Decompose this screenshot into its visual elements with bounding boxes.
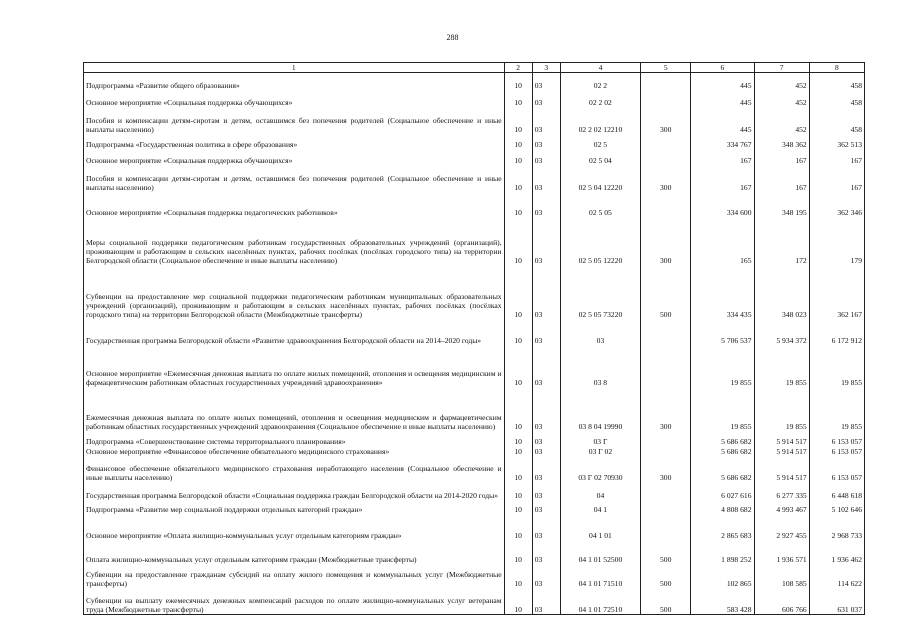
- table-row: [84, 564, 865, 588]
- row-section: 10: [504, 564, 532, 588]
- row-amount-col6: 19 855: [691, 345, 754, 387]
- row-name: Субвенции на предоставление гражданам субсидий на оплату жилого помещения и коммунальных услуг (Межбюджетные трансферты): [84, 564, 505, 588]
- row-target-code: 04: [560, 482, 640, 500]
- row-amount-col8: 458: [809, 73, 864, 90]
- row-section: 10: [504, 149, 532, 165]
- row-subsection: 03: [532, 149, 560, 165]
- table-row: [84, 149, 865, 165]
- row-amount-col8: 458: [809, 90, 864, 107]
- row-name: Государственная программа Белгородской области «Социальная поддержка граждан Белгородской области на 2014-2020 годы»: [84, 482, 505, 500]
- row-subsection: 03: [532, 107, 560, 134]
- row-amount-col6: 334 435: [691, 265, 754, 319]
- row-target-code: 03 8 04 19990: [560, 387, 640, 431]
- table-row: [84, 387, 865, 431]
- row-subsection: 03: [532, 514, 560, 540]
- row-expense-type: [641, 514, 691, 540]
- header-col-8: 8: [809, 63, 864, 73]
- row-section: 10: [504, 446, 532, 456]
- row-expense-type: 500: [641, 564, 691, 588]
- row-amount-col7: 4 993 467: [754, 500, 809, 514]
- header-col-5: 5: [641, 63, 691, 73]
- row-expense-type: 300: [641, 217, 691, 265]
- row-amount-col6: 167: [691, 149, 754, 165]
- row-name: Оплата жилищно-коммунальных услуг отдельным категориям граждан (Межбюджетные трансферты): [84, 540, 505, 564]
- row-name: Основное мероприятие «Ежемесячная денежная выплата по оплате жилых помещений, отопления и освещения медицинским и фармацевтическим работникам областных государственных учреждений здравоохранения»: [84, 345, 505, 387]
- row-amount-col6: 334 600: [691, 192, 754, 217]
- row-subsection: 03: [532, 456, 560, 482]
- row-expense-type: [641, 134, 691, 149]
- row-amount-col8: 631 037: [809, 588, 864, 615]
- row-amount-col7: 1 936 571: [754, 540, 809, 564]
- row-amount-col6: 5 686 682: [691, 446, 754, 456]
- row-amount-col6: 445: [691, 107, 754, 134]
- row-name: Пособия и компенсации детям-сиротам и детям, оставшимся без попечения родителей (Социальное обеспечение и иные выплаты населению): [84, 107, 505, 134]
- row-amount-col8: 167: [809, 165, 864, 192]
- row-name: Субвенции на предоставление мер социальной поддержки педагогическим работникам муниципальных образовательных учреждений (организаций), проживающим и работающим в сельских населённых пунктах, рабочих посёлках (посёлках городского типа) на территории Белгородской области (Межбюджетные трансферты): [84, 265, 505, 319]
- row-amount-col7: 452: [754, 73, 809, 90]
- row-amount-col8: 6 448 618: [809, 482, 864, 500]
- row-name: Основное мероприятие «Социальная поддержка обучающихся»: [84, 90, 505, 107]
- row-expense-type: [641, 319, 691, 345]
- table-row: [84, 345, 865, 387]
- row-section: 10: [504, 73, 532, 90]
- row-target-code: 04 1: [560, 500, 640, 514]
- row-amount-col8: 6 172 912: [809, 319, 864, 345]
- row-subsection: 03: [532, 265, 560, 319]
- row-target-code: 02 5 05 12220: [560, 217, 640, 265]
- table-row: [84, 540, 865, 564]
- row-expense-type: [641, 345, 691, 387]
- header-col-6: 6: [691, 63, 754, 73]
- row-subsection: 03: [532, 319, 560, 345]
- row-subsection: 03: [532, 165, 560, 192]
- row-subsection: 03: [532, 387, 560, 431]
- row-amount-col6: 1 898 252: [691, 540, 754, 564]
- row-name: Основное мероприятие «Финансовое обеспечение обязательного медицинского страхования»: [84, 446, 505, 456]
- row-target-code: 03 Г 02: [560, 446, 640, 456]
- row-section: 10: [504, 431, 532, 446]
- row-target-code: 02 2 02: [560, 90, 640, 107]
- table-row: [84, 165, 865, 192]
- row-target-code: 02 5: [560, 134, 640, 149]
- row-section: 10: [504, 217, 532, 265]
- row-amount-col6: 2 865 683: [691, 514, 754, 540]
- row-section: 10: [504, 90, 532, 107]
- row-name: Подпрограмма «Развитие мер социальной поддержки отдельных категорий граждан»: [84, 500, 505, 514]
- row-target-code: 02 5 05: [560, 192, 640, 217]
- row-amount-col6: 165: [691, 217, 754, 265]
- table-row: [84, 500, 865, 514]
- row-amount-col8: 114 622: [809, 564, 864, 588]
- row-amount-col8: 19 855: [809, 345, 864, 387]
- row-amount-col6: 445: [691, 73, 754, 90]
- row-amount-col6: 4 808 682: [691, 500, 754, 514]
- row-section: 10: [504, 319, 532, 345]
- row-amount-col8: 19 855: [809, 387, 864, 431]
- header-col-2: 2: [504, 63, 532, 73]
- table-row: [84, 217, 865, 265]
- row-amount-col7: 606 766: [754, 588, 809, 615]
- row-section: 10: [504, 192, 532, 217]
- row-expense-type: 300: [641, 387, 691, 431]
- row-expense-type: [641, 73, 691, 90]
- row-amount-col7: 452: [754, 90, 809, 107]
- row-amount-col6: 6 027 616: [691, 482, 754, 500]
- row-amount-col6: 102 865: [691, 564, 754, 588]
- row-amount-col8: 458: [809, 107, 864, 134]
- row-amount-col7: 348 023: [754, 265, 809, 319]
- row-amount-col8: 362 167: [809, 265, 864, 319]
- row-amount-col7: 6 277 335: [754, 482, 809, 500]
- row-amount-col7: 19 855: [754, 387, 809, 431]
- row-subsection: 03: [532, 217, 560, 265]
- row-section: 10: [504, 540, 532, 564]
- row-subsection: 03: [532, 73, 560, 90]
- row-subsection: 03: [532, 588, 560, 615]
- row-subsection: 03: [532, 564, 560, 588]
- row-amount-col8: 6 153 057: [809, 456, 864, 482]
- row-amount-col7: 5 914 517: [754, 431, 809, 446]
- table-row: [84, 514, 865, 540]
- row-amount-col8: 5 102 646: [809, 500, 864, 514]
- row-amount-col6: 334 767: [691, 134, 754, 149]
- budget-table: [83, 62, 865, 615]
- row-amount-col8: 179: [809, 217, 864, 265]
- row-section: 10: [504, 134, 532, 149]
- row-expense-type: [641, 192, 691, 217]
- table-row: [84, 107, 865, 134]
- row-amount-col7: 348 362: [754, 134, 809, 149]
- row-subsection: 03: [532, 345, 560, 387]
- row-subsection: 03: [532, 90, 560, 107]
- page-number: 288: [446, 33, 459, 42]
- row-expense-type: [641, 500, 691, 514]
- row-target-code: 04 1 01: [560, 514, 640, 540]
- row-amount-col8: 6 153 057: [809, 431, 864, 446]
- row-section: 10: [504, 107, 532, 134]
- table-row: [84, 73, 865, 90]
- row-amount-col8: 167: [809, 149, 864, 165]
- row-subsection: 03: [532, 500, 560, 514]
- row-section: 10: [504, 514, 532, 540]
- row-target-code: 03 Г 02 70930: [560, 456, 640, 482]
- row-name: Пособия и компенсации детям-сиротам и детям, оставшимся без попечения родителей (Социальное обеспечение и иные выплаты населению): [84, 165, 505, 192]
- row-expense-type: 300: [641, 107, 691, 134]
- row-section: 10: [504, 456, 532, 482]
- row-expense-type: [641, 90, 691, 107]
- row-name: Меры социальной поддержки педагогическим работникам государственных образовательных учреждений (организаций), проживающим и работающим в сельских населённых пунктах, рабочих посёлках (посёлках городского типа) на территории Белгородской области (Социальное обеспечение и иные выплаты населению): [84, 217, 505, 265]
- row-amount-col8: 362 513: [809, 134, 864, 149]
- row-amount-col7: 108 585: [754, 564, 809, 588]
- row-amount-col8: 6 153 057: [809, 446, 864, 456]
- row-amount-col7: 5 914 517: [754, 456, 809, 482]
- row-target-code: 04 1 01 72510: [560, 588, 640, 615]
- row-section: 10: [504, 345, 532, 387]
- row-target-code: 02 2: [560, 73, 640, 90]
- row-amount-col6: 5 706 537: [691, 319, 754, 345]
- row-amount-col8: 2 968 733: [809, 514, 864, 540]
- row-expense-type: 300: [641, 165, 691, 192]
- row-amount-col7: 348 195: [754, 192, 809, 217]
- row-section: 10: [504, 387, 532, 431]
- row-target-code: 02 5 04: [560, 149, 640, 165]
- table-row: [84, 265, 865, 319]
- row-name: Финансовое обеспечение обязательного медицинского страхования неработающего населения (Социальное обеспечение и иные выплаты населению): [84, 456, 505, 482]
- row-amount-col7: 5 914 517: [754, 446, 809, 456]
- row-target-code: 02 2 02 12210: [560, 107, 640, 134]
- row-expense-type: [641, 149, 691, 165]
- table-row: [84, 456, 865, 482]
- table-row: [84, 319, 865, 345]
- row-subsection: 03: [532, 482, 560, 500]
- row-target-code: 02 5 04 12220: [560, 165, 640, 192]
- table-row: [84, 431, 865, 446]
- row-name: Основное мероприятие «Социальная поддержка педагогических работников»: [84, 192, 505, 217]
- row-target-code: 03: [560, 319, 640, 345]
- row-amount-col8: 1 936 462: [809, 540, 864, 564]
- row-name: Подпрограмма «Развитие общего образования»: [84, 73, 505, 90]
- table-row: [84, 192, 865, 217]
- row-section: 10: [504, 588, 532, 615]
- row-section: 10: [504, 265, 532, 319]
- row-amount-col7: 19 855: [754, 345, 809, 387]
- row-target-code: 03 8: [560, 345, 640, 387]
- row-expense-type: 500: [641, 265, 691, 319]
- table-row: [84, 588, 865, 615]
- table-row: [84, 482, 865, 500]
- row-name: Основное мероприятие «Оплата жилищно-коммунальных услуг отдельным категориям граждан»: [84, 514, 505, 540]
- row-subsection: 03: [532, 431, 560, 446]
- row-amount-col7: 5 934 372: [754, 319, 809, 345]
- row-section: 10: [504, 165, 532, 192]
- header-col-1: 1: [84, 63, 505, 73]
- row-name: Государственная программа Белгородской области «Развитие здравоохранения Белгородской области на 2014–2020 годы»: [84, 319, 505, 345]
- row-subsection: 03: [532, 446, 560, 456]
- row-target-code: 04 1 01 71510: [560, 564, 640, 588]
- header-col-3: 3: [532, 63, 560, 73]
- row-expense-type: 500: [641, 540, 691, 564]
- table-row: [84, 134, 865, 149]
- row-name: Субвенции на выплату ежемесячных денежных компенсаций расходов по оплате жилищно-коммунальных услуг ветеранам труда (Межбюджетные трансферты): [84, 588, 505, 615]
- row-name: Ежемесячная денежная выплата по оплате жилых помещений, отопления и освещения медицинским и фармацевтическим работникам областных государственных учреждений здравоохранения (Социальное обеспечение и иные выплаты населению): [84, 387, 505, 431]
- table-row: [84, 90, 865, 107]
- row-section: 10: [504, 482, 532, 500]
- row-name: Подпрограмма «Совершенствование системы территориального планирования»: [84, 431, 505, 446]
- header-col-4: 4: [560, 63, 640, 73]
- row-amount-col8: 362 346: [809, 192, 864, 217]
- row-amount-col6: 5 686 682: [691, 456, 754, 482]
- row-amount-col7: 167: [754, 149, 809, 165]
- row-amount-col7: 452: [754, 107, 809, 134]
- row-amount-col6: 583 428: [691, 588, 754, 615]
- row-amount-col7: 2 927 455: [754, 514, 809, 540]
- header-col-7: 7: [754, 63, 809, 73]
- header-row: [84, 63, 865, 73]
- row-name: Основное мероприятие «Социальная поддержка обучающихся»: [84, 149, 505, 165]
- row-subsection: 03: [532, 134, 560, 149]
- row-target-code: 02 5 05 73220: [560, 265, 640, 319]
- row-subsection: 03: [532, 540, 560, 564]
- table-row: [84, 446, 865, 456]
- row-amount-col6: 5 686 682: [691, 431, 754, 446]
- row-amount-col6: 167: [691, 165, 754, 192]
- row-expense-type: [641, 446, 691, 456]
- row-expense-type: [641, 431, 691, 446]
- row-target-code: 03 Г: [560, 431, 640, 446]
- row-amount-col6: 19 855: [691, 387, 754, 431]
- row-amount-col6: 445: [691, 90, 754, 107]
- row-expense-type: 300: [641, 456, 691, 482]
- row-section: 10: [504, 500, 532, 514]
- row-amount-col7: 167: [754, 165, 809, 192]
- row-amount-col7: 172: [754, 217, 809, 265]
- row-expense-type: [641, 482, 691, 500]
- row-expense-type: 500: [641, 588, 691, 615]
- row-name: Подпрограмма «Государственная политика в сфере образования»: [84, 134, 505, 149]
- row-subsection: 03: [532, 192, 560, 217]
- row-target-code: 04 1 01 52500: [560, 540, 640, 564]
